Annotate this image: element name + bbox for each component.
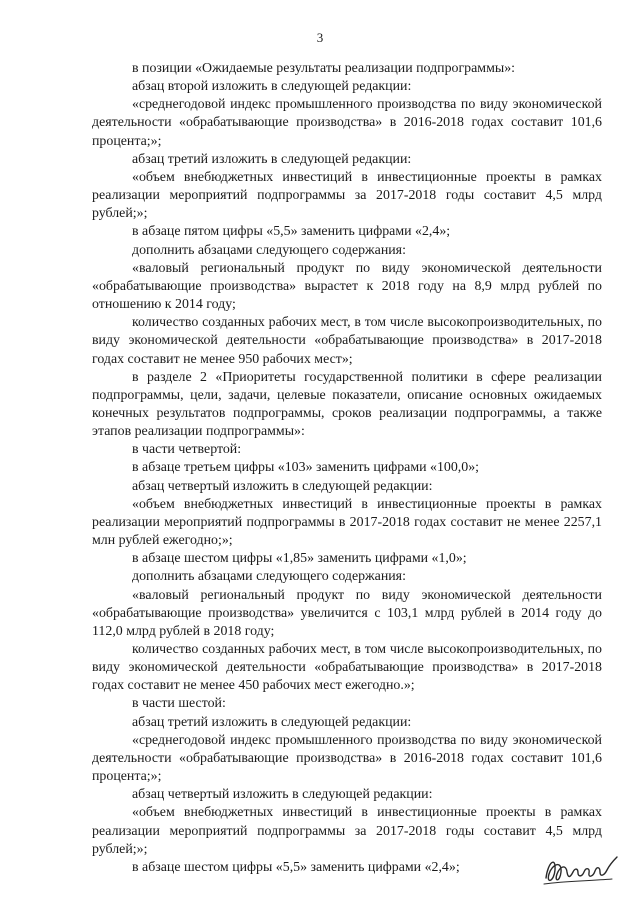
paragraph: «объем внебюджетных инвестиций в инвестиционные проекты в рамках реализации мероприятий подпрограммы за 2017-2018 годы составит 4,5 млрд рублей;»;	[92, 805, 602, 857]
paragraph: в абзаце пятом цифры «5,5» заменить цифрами «2,4»;	[132, 224, 451, 240]
paragraph: дополнить абзацами следующего содержания:	[132, 242, 406, 258]
paragraph: в части четвертой:	[132, 442, 242, 458]
paragraph: «объем внебюджетных инвестиций в инвестиционные проекты в рамках реализации мероприятий подпрограммы в 2017-2018 годах составит не менее 2257,1 млн рублей ежегодно;»;	[92, 496, 602, 549]
handwritten-signature	[540, 848, 620, 890]
paragraph: абзац третий изложить в следующей редакции:	[132, 151, 412, 167]
paragraph: абзац третий изложить в следующей редакции:	[132, 714, 412, 730]
page-number: 3	[316, 30, 324, 45]
document-body	[92, 60, 602, 877]
paragraph: «валовый региональный продукт по виду экономической деятельности «обрабатывающие производства» увеличится с 103,1 млрд рублей в 2014 году до 112,0 млрд рублей в 2018 году;	[92, 587, 602, 639]
paragraph: в абзаце шестом цифры «1,85» заменить цифрами «1,0»;	[132, 551, 467, 567]
paragraph: «объем внебюджетных инвестиций в инвестиционные проекты в рамках реализации мероприятий подпрограммы за 2017-2018 годы составит 4,5 млрд рублей;»;	[92, 169, 602, 222]
paragraph: абзац четвертый изложить в следующей редакции:	[132, 478, 433, 494]
paragraph: дополнить абзацами следующего содержания:	[132, 569, 406, 585]
paragraph: «валовый региональный продукт по виду экономической деятельности «обрабатывающие производства» вырастет к 2018 году на 8,9 млрд рублей по отношению к 2014 году;	[92, 260, 602, 313]
paragraph: абзац четвертый изложить в следующей редакции:	[132, 787, 433, 803]
paragraph: «среднегодовой индекс промышленного производства по виду экономической деятельности «обрабатывающие производства» в 2016-2018 годах составит 101,6 процента;»;	[92, 732, 602, 785]
paragraph: в позиции «Ожидаемые результаты реализации подпрограммы»:	[132, 61, 515, 76]
paragraph: абзац второй изложить в следующей редакции:	[132, 79, 412, 95]
paragraph: в разделе 2 «Приоритеты государственной политики в сфере реализации подпрограммы, цели, задачи, целевые показатели, описание основных ожидаемых конечных результатов подпрограммы, сроков реализации подпрограммы, а также этапов реализации подпрограммы»:	[92, 369, 602, 440]
paragraph: «среднегодовой индекс промышленного производства по виду экономической деятельности «обрабатывающие производства» в 2016-2018 годах составит 101,6 процента;»;	[92, 97, 602, 149]
paragraph: в абзаце шестом цифры «5,5» заменить цифрами «2,4»;	[132, 859, 460, 875]
paragraph: в части шестой:	[132, 696, 226, 712]
paragraph: в абзаце третьем цифры «103» заменить цифрами «100,0»;	[132, 460, 480, 476]
paragraph: количество созданных рабочих мест, в том числе высокопроизводительных, по виду экономической деятельности «обрабатывающие производства» в 2017-2018 годах составит не менее 950 рабочих мест»;	[92, 315, 602, 367]
paragraph: количество созданных рабочих мест, в том числе высокопроизводительных, по виду экономической деятельности «обрабатывающие производства» в 2017-2018 годах составит не менее 450 рабочих мест ежегодно.»;	[92, 642, 602, 694]
